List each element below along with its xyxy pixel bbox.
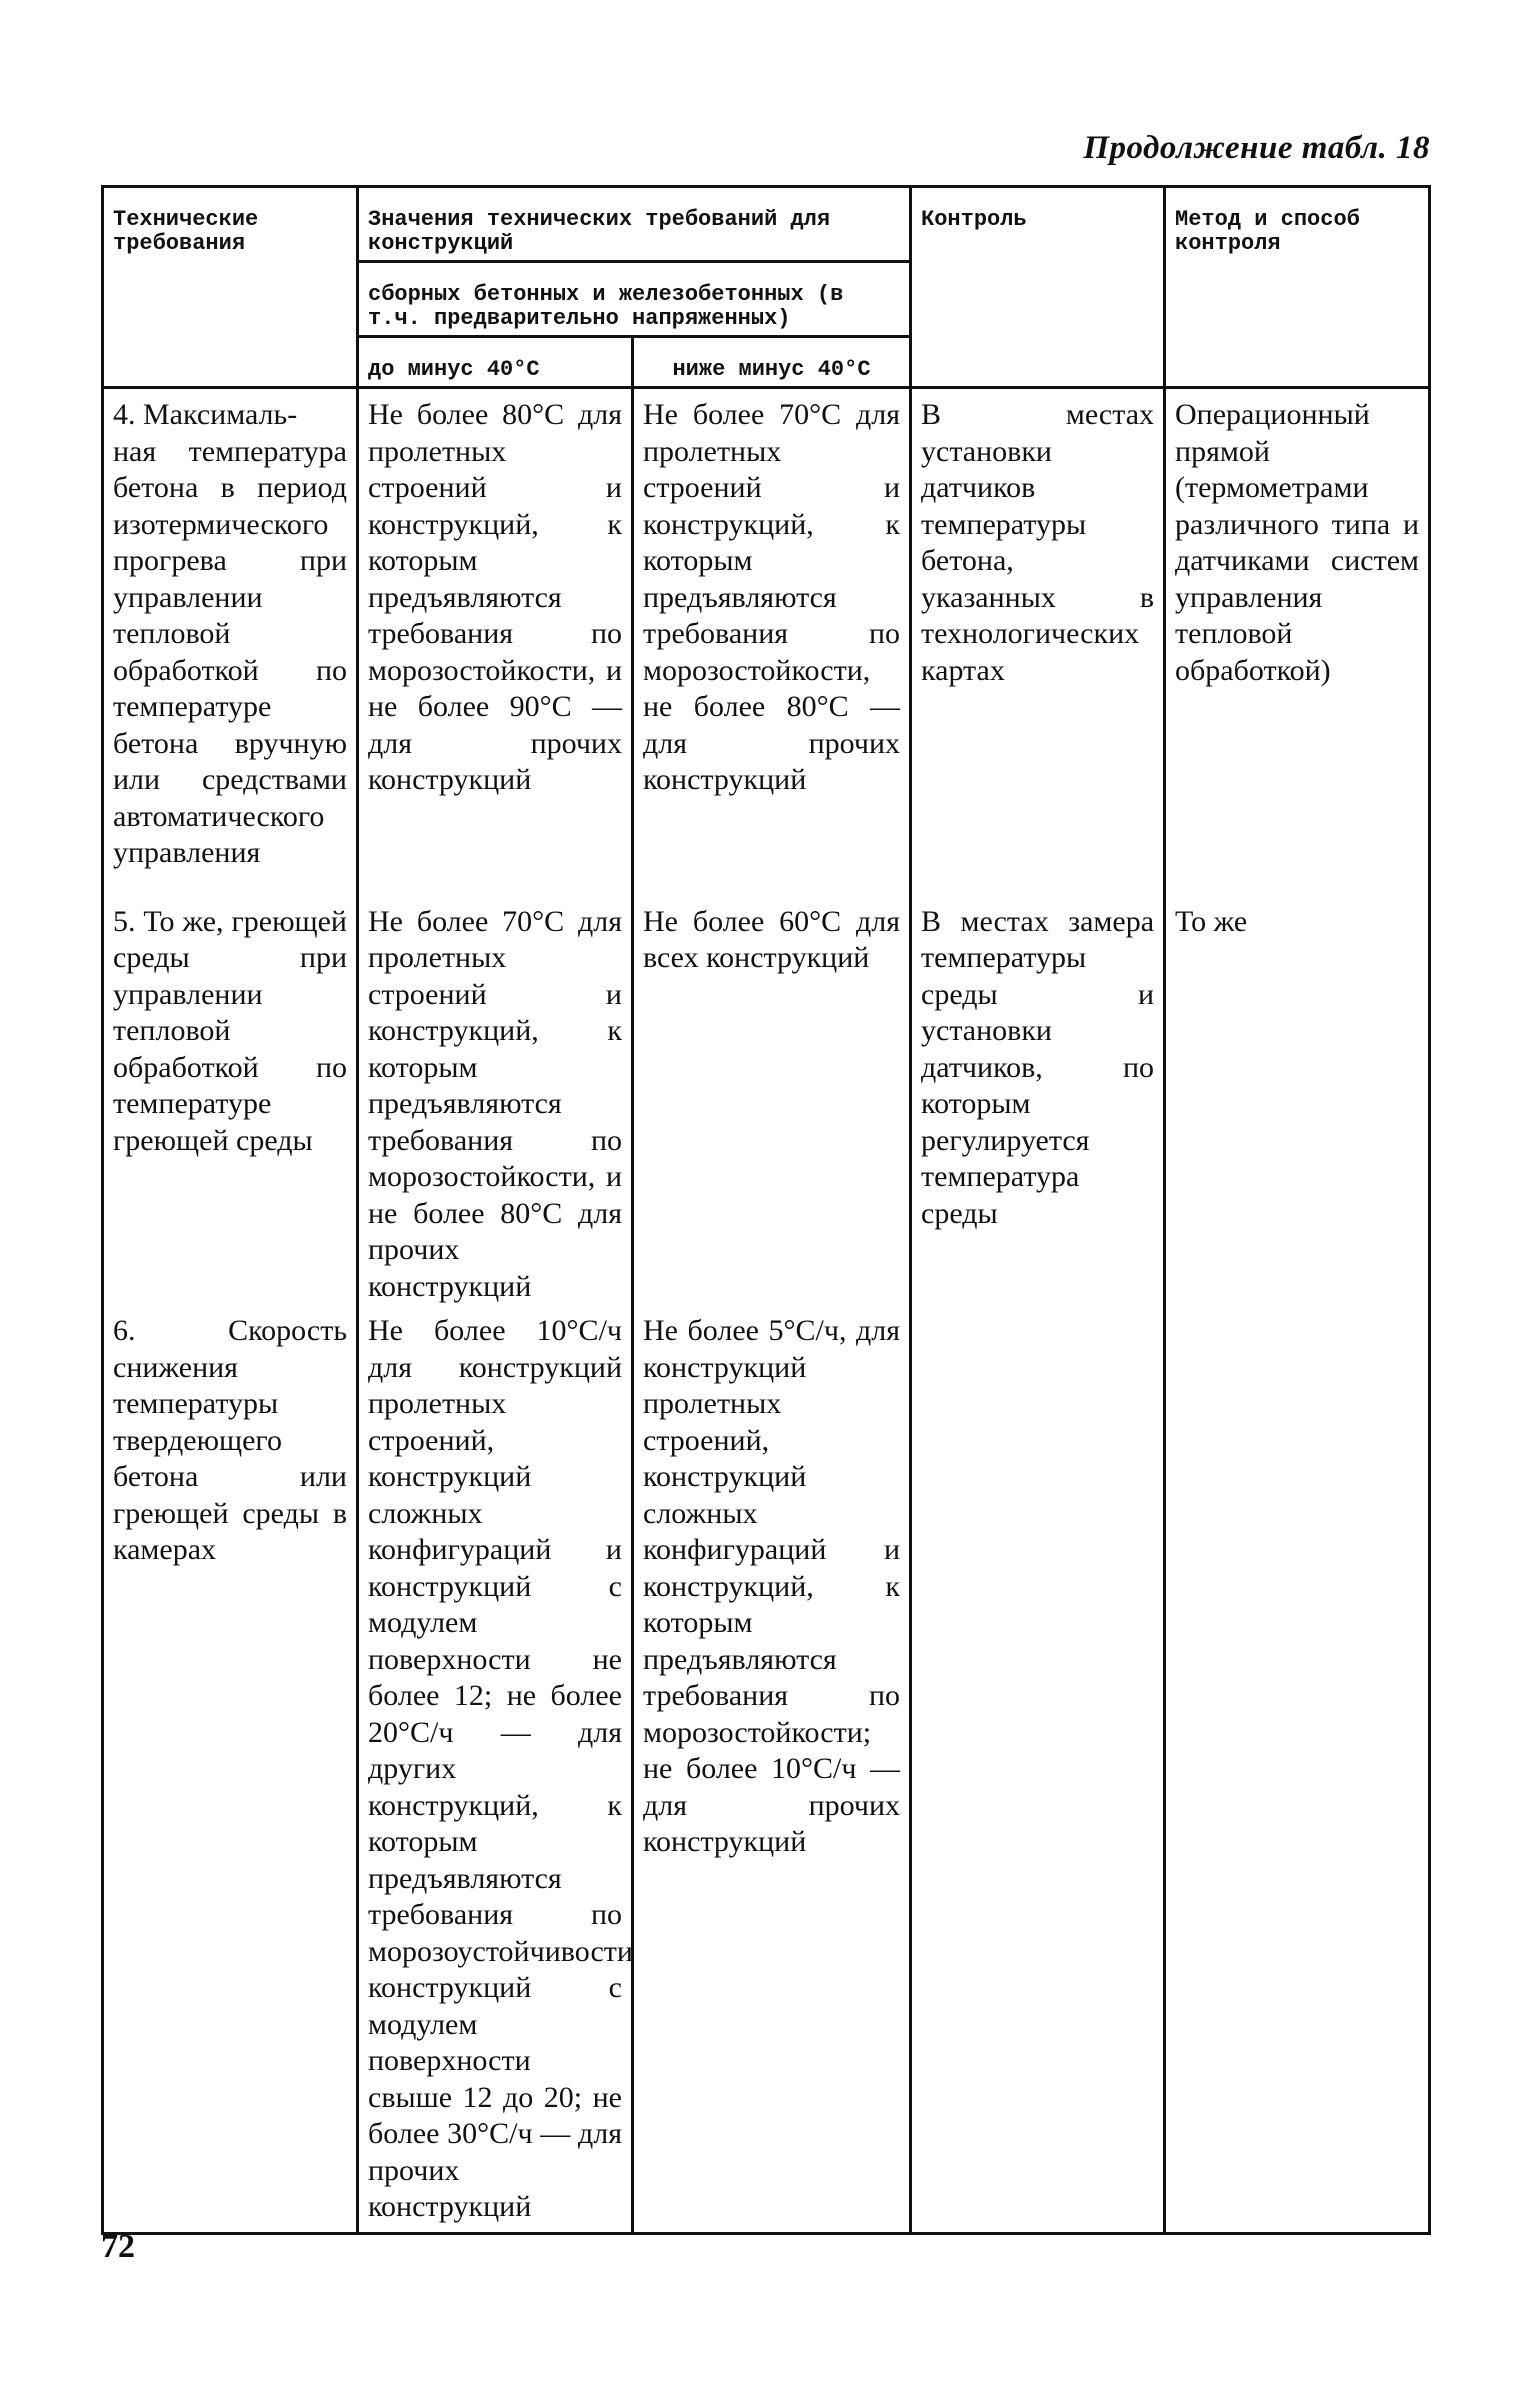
method-cell: Операционный прямой (термометрами различного типа и датчиками систем управления тепловой обработкой): [1165, 388, 1430, 900]
control-cell: [911, 1309, 1165, 2233]
value-to-minus-40-cell: Не более 70°С для пролетных строений и конструкций, к которым предъявляются требования по морозостойкости, и не более 80°С для прочих конструкций: [358, 900, 633, 1310]
table-continuation-caption: Продолжение табл. 18: [1083, 130, 1430, 166]
table-row: [103, 1309, 1430, 2233]
value-below-minus-40-cell: Не более 5°С/ч, для конструкций пролетных строений, конструкций сложных конфигураций и конструкций, к которым предъявляются требования по морозостойкости; не более 10°С/ч — для прочих конструкций: [633, 1309, 911, 2233]
value-below-minus-40-cell: Не более 60°С для всех конструкций: [633, 900, 911, 1310]
value-below-minus-40-cell: Не более 70°С для пролетных строений и конструкций, к которым предъявляются требования по морозостойкости, не более 80°С — для прочих конструкций: [633, 388, 911, 900]
control-cell: В местах установки датчиков температуры бетона, указанных в технологических картах: [911, 388, 1165, 900]
requirement-cell: 6. Скорость снижения температуры твердеющего бетона или греющей среды в камерах: [103, 1309, 358, 2233]
control-cell: В местах замера температуры среды и установки датчиков, по которым регулируется температура среды: [911, 900, 1165, 1310]
header-precast-concrete-subgroup: сборных бетонных и железобетонных (в т.ч. предварительно напряженных): [358, 262, 911, 337]
page-number: 72: [101, 2228, 135, 2265]
header-control: Контроль: [911, 187, 1165, 388]
value-to-minus-40-cell: Не более 80°С для пролетных строений и конструкций, к которым предъявляются требования по морозостойкости, и не более 90°С — для прочих конструкций: [358, 388, 633, 900]
header-technical-requirements: Технические требования: [103, 187, 358, 388]
value-to-minus-40-cell: Не более 10°С/ч для конструкций пролетных строений, конструкций сложных конфигураций и конструкций с модулем поверхности не более 12; не более 20°С/ч — для других конструкций, к которым предъявляются требования по морозоустойчивости конструкций с модулем поверхности свыше 12 до 20; не более 30°С/ч — для прочих конструкций: [358, 1309, 633, 2233]
header-below-minus-40: ниже минус 40°С: [633, 337, 911, 388]
header-control-method: Метод и способ контроля: [1165, 187, 1430, 388]
header-requirement-values: Значения технических требований для конструкций: [358, 187, 911, 262]
requirement-cell: 4. Максималь- ная температура бетона в период изотермического прогрева при управлении тепловой обработкой по температуре бетона вручную или средствами автоматического управления: [103, 388, 358, 900]
technical-requirements-table: [101, 185, 1431, 2235]
requirement-cell: 5. То же, греющей среды при управлении тепловой обработкой по температуре греющей среды: [103, 900, 358, 1310]
table-row: [103, 900, 1430, 1310]
method-cell: То же: [1165, 900, 1430, 1310]
header-to-minus-40: до минус 40°С: [358, 337, 633, 388]
method-cell: [1165, 1309, 1430, 2233]
table-row: [103, 388, 1430, 900]
